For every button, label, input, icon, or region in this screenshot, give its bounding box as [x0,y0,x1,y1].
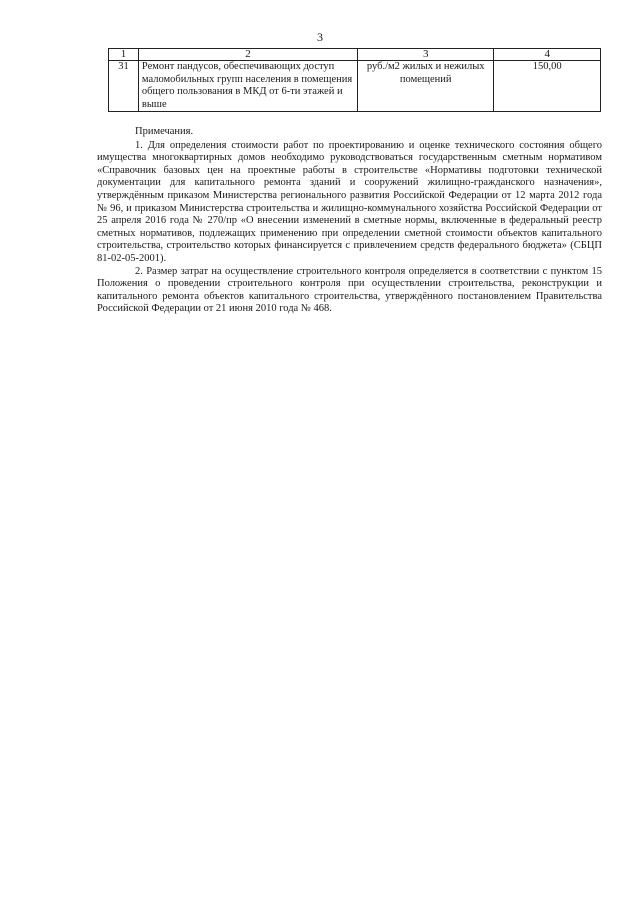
notes-section [97,126,602,316]
row-number-cell: 31 [109,61,139,112]
unit-cell: руб./м2 жилых и нежилых помещений [357,61,493,112]
note-item-2: 2. Размер затрат на осуществление строительного контроля определяется в соответствии с пунктом 15 Положения о проведении строительного контроля при осуществлении строительства, реконструкции и капитального ремонта объектов капитального строительства, утверждённого постановлением Правительства Российской Федерации от 21 июня 2010 года № 468. [97,265,602,315]
column-header: 1 [109,49,139,61]
column-header: 4 [494,49,601,61]
notes-title: Примечания. [135,126,194,137]
note-item-1: 1. Для определения стоимости работ по проектированию и оценке технического состояния общего имущества многоквартирных домов необходимо руководствоваться государственным сметным нормативом «Справочник базовых цен на проектные работы в строительстве «Нормативы подготовки технической документации для капитального ремонта зданий и сооружений жилищно-гражданского назначения», утверждённым приказом Министерства регионального развития Российской Федерации от 12 марта 2012 года № 96, и приказом Министерства строительства и жилищно-коммунального хозяйства Российской Федерации от 25 апреля 2016 года № 270/пр «О внесении изменений в сметные нормы, включенные в федеральный реестр сметных нормативов, подлежащих применению при определении сметной стоимости объектов капитального строительства, строительство которых финансируется с привлечением средств федерального бюджета» (СБЦП 81-02-05-2001). [97,139,602,264]
column-header: 2 [138,49,357,61]
work-description-cell: Ремонт пандусов, обеспечивающих доступ маломобильных групп населения в помещения общего пользования в МКД от 6-ти этажей и выше [138,61,357,112]
table-header-row [109,49,601,61]
price-cell: 150,00 [494,61,601,112]
table-row [109,61,601,112]
rates-table [108,48,601,112]
column-header: 3 [357,49,493,61]
page-number: 3 [317,30,323,44]
